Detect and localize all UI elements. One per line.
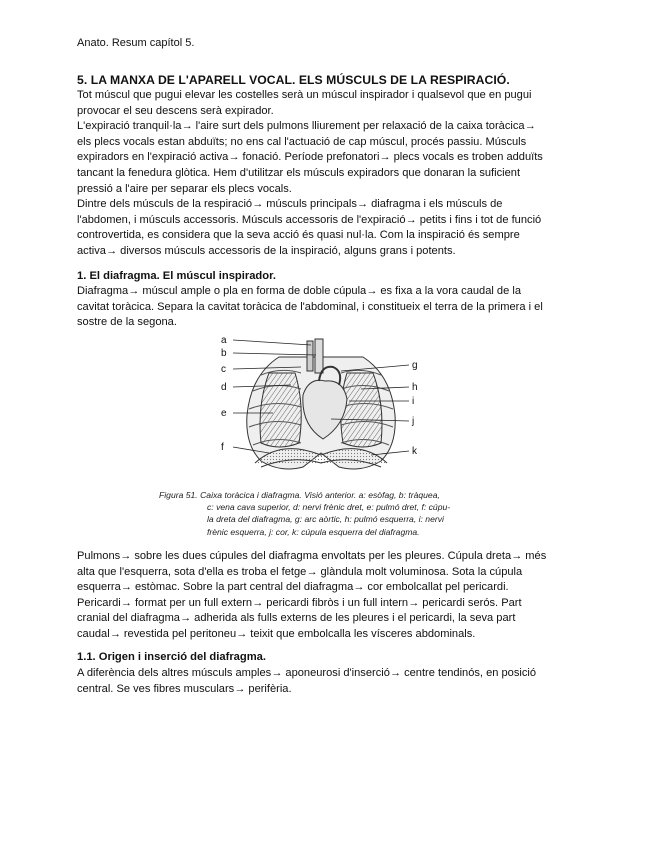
section-line-11: activa→ diversos músculs accessoris de la inspiració, alguns grans i potents. [77,244,456,257]
figure-label-i: i [412,395,415,407]
subsection-2-line-2: central. Se ves fibres musculars→ perifèria. [77,682,292,695]
section-line-5: expiradors en l'expiració activa→ fonació. Període prefonatori→ plecs vocals es troben adduïts [77,151,543,164]
para2-line-5: cranial del diafragma→ adherida als fulls externs de les pleures i el pericardi, la seva part [77,612,516,625]
para2-line-1: Pulmons→ sobre les dues cúpules del diafragma envoltats per les pleures. Cúpula dreta→ més [77,549,547,562]
figure-label-g: g [412,359,418,371]
subsection-1-title: 1. El diafragma. El múscul inspirador. [77,269,276,282]
para2-line-2: alta que l'esquerra, sota d'ella es troba el fetge→ glàndula molt voluminosa. Sota la cúpula [77,565,523,578]
para2-line-6: caudal→ revestida pel peritoneu→ teixit que embolcalla les vísceres abdominals. [77,627,476,640]
thorax-illustration [221,335,421,485]
figure-label-k: k [412,445,417,457]
figure-label-a: a [221,334,227,346]
document-header: Anato. Resum capítol 5. [77,37,195,49]
figure-label-c: c [221,363,226,375]
subsection-1-line-2: cavitat toràcica. Separa la cavitat toràcica de l'abdominal, i constitueix el terra de la primera i el [77,300,543,313]
section-line-4: els plecs vocals estan abduïts; no ens cal l'actuació de cap múscul, procés passiu. Músculs [77,135,527,148]
para2-line-3: esquerra→ estòmac. Sobre la part central del diafragma→ cor embolcallat pel pericardi. [77,581,509,594]
caption-line-1: Figura 51. Caixa toràcica i diafragma. Visió anterior. a: esòfag, b: tràquea, [159,489,440,500]
figure-label-e: e [221,407,227,419]
section-line-3: L'expiració tranquil·la→ l'aire surt dels pulmons lliurement per relaxació de la caixa toràcica→ [77,120,536,133]
subsection-2-title: 1.1. Origen i inserció del diafragma. [77,651,267,664]
caption-line-2: c: vena cava superior, d: nervi frènic dret, e: pulmó dret, f: cúpu- [207,502,451,513]
figure-thorax-diaphragm [77,331,567,549]
para2-line-4: Pericardi→ format per un full extern→ pericardi fibròs i un full intern→ pericardi serós. Part [77,596,522,609]
figure-label-j: j [412,415,415,427]
section-line-8: Dintre dels músculs de la respiració→ músculs principals→ diafragma i els músculs de [77,198,503,211]
figure-label-d: d [221,381,227,393]
figure-label-h: h [412,381,418,393]
caption-line-4: frènic esquerra, j: cor, k: cúpula esquerra del diafragma. [207,526,420,537]
section-line-1: Tot múscul que pugui elevar les costelles serà un múscul inspirador i qualsevol que en pugui [77,89,532,101]
subsection-1-line-3: sostre de la segona. [77,316,177,329]
caption-line-3: la dreta del diafragma, g: arc aòrtic, h: pulmó esquerra, i: nervi [207,514,444,525]
document-page [77,37,567,697]
section-title: 5. LA MANXA DE L'APARELL VOCAL. ELS MÚSCULS DE LA RESPIRACIÓ. [77,73,510,87]
figure-label-f: f [221,441,224,453]
subsection-2-line-1: A diferència dels altres músculs amples→ aponeurosi d'inserció→ centre tendinós, en posició [77,667,537,680]
section-line-6: tancant la fenedura glòtica. Hem d'utilitzar els músculs expiradors que donaran la suficient [77,166,521,179]
figure-label-b: b [221,347,227,359]
section-line-2: provocar el seu descens serà expirador. [77,104,274,117]
figure-caption [159,489,519,538]
section-line-10: controvertida, es considera que la seva acció és quasi nul·la. Com la inspiració és sempre [77,229,520,242]
subsection-1-line-1: Diafragma→ múscul ample o pla en forma de doble cúpula→ es fixa a la vora caudal de la [77,285,521,298]
section-line-7: pressió a l'aire per separar els plecs vocals. [77,182,292,195]
section-line-9: l'abdomen, i músculs accessoris. Músculs accessoris de l'expiració→ petits i fins i tot de funció [77,213,542,226]
